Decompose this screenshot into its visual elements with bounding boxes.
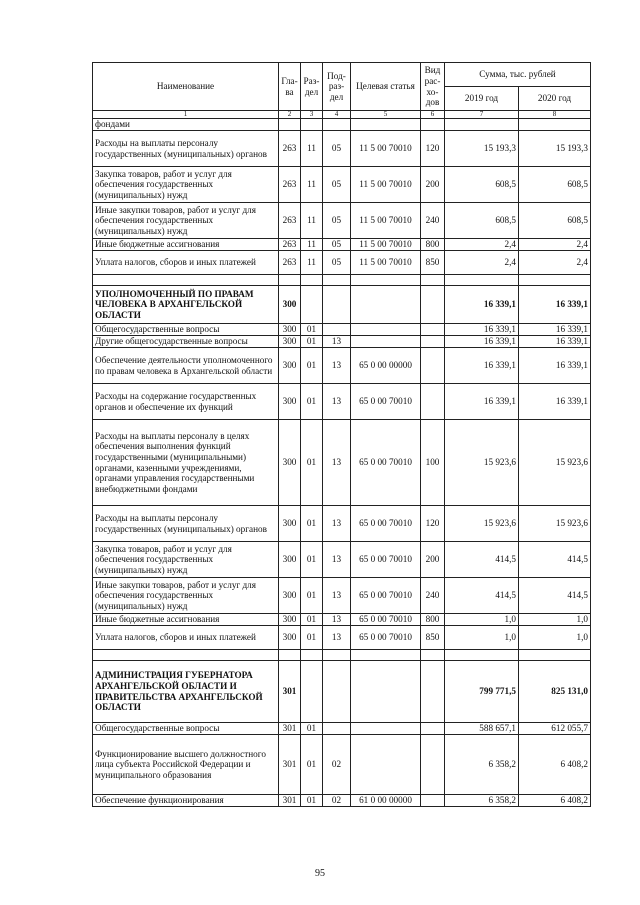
- row-target-article: [351, 723, 421, 735]
- row-expense-type: [421, 723, 445, 735]
- row-section: [301, 119, 323, 131]
- row-sum-2019: 1,0: [445, 614, 519, 626]
- table-row: [93, 348, 591, 384]
- row-chapter: 300: [279, 384, 301, 420]
- row-sum-2020: 15 923,6: [519, 506, 591, 542]
- row-sum-2019: [445, 650, 519, 661]
- row-target-article: 11 5 00 70010: [351, 131, 421, 167]
- row-sum-2020: 414,5: [519, 542, 591, 578]
- row-sum-2019: 15 923,6: [445, 506, 519, 542]
- table-row: [93, 239, 591, 251]
- row-target-article: [351, 286, 421, 324]
- row-chapter: 300: [279, 506, 301, 542]
- table-row: [93, 131, 591, 167]
- row-subsection: 13: [323, 578, 351, 614]
- row-target-article: 65 0 00 70010: [351, 420, 421, 506]
- row-section: [301, 650, 323, 661]
- page-number: 95: [315, 868, 325, 879]
- row-subsection: 05: [323, 131, 351, 167]
- table-row: [93, 167, 591, 203]
- row-subsection: 05: [323, 167, 351, 203]
- row-chapter: 263: [279, 167, 301, 203]
- row-name: Иные закупки товаров, работ и услуг для обеспечения государственных (муниципальных) нужд: [93, 203, 279, 239]
- row-section: 01: [301, 324, 323, 336]
- table-row: [93, 506, 591, 542]
- row-sum-2019: 16 339,1: [445, 348, 519, 384]
- row-name: [93, 650, 279, 661]
- row-section: 11: [301, 131, 323, 167]
- table-row: [93, 795, 591, 807]
- row-expense-type: 850: [421, 251, 445, 275]
- row-target-article: 65 0 00 00000: [351, 348, 421, 384]
- row-expense-type: 200: [421, 167, 445, 203]
- row-sum-2019: 414,5: [445, 542, 519, 578]
- row-target-article: [351, 324, 421, 336]
- column-number: 1: [93, 111, 279, 119]
- row-sum-2019: [445, 275, 519, 286]
- row-sum-2020: 16 339,1: [519, 348, 591, 384]
- row-name: Закупка товаров, работ и услуг для обеспечения государственных (муниципальных) нужд: [93, 542, 279, 578]
- row-sum-2020: 612 055,7: [519, 723, 591, 735]
- row-name: Уплата налогов, сборов и иных платежей: [93, 626, 279, 650]
- row-sum-2020: [519, 119, 591, 131]
- row-sum-2020: [519, 650, 591, 661]
- row-name: Расходы на выплаты персоналу государственных (муниципальных) органов: [93, 131, 279, 167]
- row-sum-2020: 825 131,0: [519, 661, 591, 723]
- row-section: [301, 275, 323, 286]
- row-name: АДМИНИСТРАЦИЯ ГУБЕРНАТОРА АРХАНГЕЛЬСКОЙ ОБЛАСТИ И ПРАВИТЕЛЬСТВА АРХАНГЕЛЬСКОЙ ОБЛАСТИ: [93, 661, 279, 723]
- row-subsection: 13: [323, 614, 351, 626]
- row-name: Обеспечение деятельности уполномоченного по правам человека в Архангельской области: [93, 348, 279, 384]
- row-subsection: [323, 275, 351, 286]
- row-expense-type: 120: [421, 131, 445, 167]
- row-chapter: [279, 275, 301, 286]
- row-subsection: 02: [323, 735, 351, 795]
- row-sum-2020: 16 339,1: [519, 324, 591, 336]
- row-section: 11: [301, 167, 323, 203]
- row-section: 11: [301, 251, 323, 275]
- table-row: [93, 626, 591, 650]
- row-target-article: [351, 661, 421, 723]
- row-sum-2020: 6 408,2: [519, 795, 591, 807]
- row-sum-2020: 16 339,1: [519, 286, 591, 324]
- row-sum-2020: [519, 275, 591, 286]
- table-row: [93, 286, 591, 324]
- row-section: 11: [301, 239, 323, 251]
- row-chapter: 301: [279, 735, 301, 795]
- column-number: 6: [421, 111, 445, 119]
- column-number: 5: [351, 111, 421, 119]
- row-target-article: [351, 650, 421, 661]
- row-target-article: 65 0 00 70010: [351, 384, 421, 420]
- row-name: Расходы на выплаты персоналу в целях обеспечения выполнения функций государственными (муниципальными) органами, казенными учреждениями, органами управления государственными внебюджетными фондами: [93, 420, 279, 506]
- row-chapter: 301: [279, 661, 301, 723]
- row-sum-2019: 16 339,1: [445, 286, 519, 324]
- row-chapter: 263: [279, 239, 301, 251]
- row-chapter: 300: [279, 420, 301, 506]
- row-chapter: 300: [279, 542, 301, 578]
- row-sum-2020: 414,5: [519, 578, 591, 614]
- row-name: Другие общегосударственные вопросы: [93, 336, 279, 348]
- table-spacer-row: [93, 275, 591, 286]
- table-row: [93, 542, 591, 578]
- row-subsection: [323, 324, 351, 336]
- row-target-article: 11 5 00 70010: [351, 239, 421, 251]
- row-target-article: 65 0 00 70010: [351, 506, 421, 542]
- row-name: Общегосударственные вопросы: [93, 324, 279, 336]
- row-sum-2019: 588 657,1: [445, 723, 519, 735]
- row-section: [301, 286, 323, 324]
- row-section: 01: [301, 795, 323, 807]
- row-chapter: 300: [279, 348, 301, 384]
- table-row: [93, 578, 591, 614]
- row-section: 11: [301, 203, 323, 239]
- row-chapter: 263: [279, 131, 301, 167]
- table-row: [93, 384, 591, 420]
- column-number: 2: [279, 111, 301, 119]
- row-expense-type: [421, 384, 445, 420]
- row-expense-type: [421, 650, 445, 661]
- row-chapter: 300: [279, 336, 301, 348]
- column-number: 4: [323, 111, 351, 119]
- table-row: [93, 119, 591, 131]
- table-row: [93, 324, 591, 336]
- row-sum-2019: 1,0: [445, 626, 519, 650]
- budget-table: [92, 62, 591, 807]
- row-name: фондами: [93, 119, 279, 131]
- row-sum-2020: 1,0: [519, 614, 591, 626]
- table-row: [93, 614, 591, 626]
- row-target-article: 11 5 00 70010: [351, 203, 421, 239]
- row-section: 01: [301, 420, 323, 506]
- row-expense-type: 800: [421, 614, 445, 626]
- row-name: Уплата налогов, сборов и иных платежей: [93, 251, 279, 275]
- header-name: Наименование: [93, 63, 279, 111]
- row-sum-2019: 6 358,2: [445, 735, 519, 795]
- row-expense-type: 800: [421, 239, 445, 251]
- row-target-article: 61 0 00 00000: [351, 795, 421, 807]
- table-row: [93, 723, 591, 735]
- row-sum-2019: 15 193,3: [445, 131, 519, 167]
- row-sum-2020: 1,0: [519, 626, 591, 650]
- row-subsection: 02: [323, 795, 351, 807]
- row-sum-2019: 608,5: [445, 203, 519, 239]
- row-sum-2019: 16 339,1: [445, 324, 519, 336]
- table-row: [93, 203, 591, 239]
- row-name: Закупка товаров, работ и услуг для обеспечения государственных (муниципальных) нужд: [93, 167, 279, 203]
- header-chapter: Гла-ва: [279, 63, 301, 111]
- row-sum-2019: 2,4: [445, 251, 519, 275]
- row-expense-type: [421, 661, 445, 723]
- row-subsection: 13: [323, 506, 351, 542]
- row-sum-2019: 6 358,2: [445, 795, 519, 807]
- row-sum-2019: 608,5: [445, 167, 519, 203]
- column-number: 3: [301, 111, 323, 119]
- row-sum-2020: 16 339,1: [519, 336, 591, 348]
- header-sum-title: Сумма, тыс. рублей: [445, 63, 591, 87]
- row-subsection: 13: [323, 348, 351, 384]
- row-sum-2019: 16 339,1: [445, 384, 519, 420]
- row-expense-type: [421, 795, 445, 807]
- table-spacer-row: [93, 650, 591, 661]
- row-name: Иные закупки товаров, работ и услуг для обеспечения государственных (муниципальных) нужд: [93, 578, 279, 614]
- row-section: 01: [301, 348, 323, 384]
- row-subsection: [323, 119, 351, 131]
- row-target-article: 65 0 00 70010: [351, 578, 421, 614]
- table-row: [93, 420, 591, 506]
- row-subsection: [323, 650, 351, 661]
- header-year-2019: 2019 год: [445, 87, 519, 111]
- row-chapter: 300: [279, 324, 301, 336]
- row-expense-type: 240: [421, 203, 445, 239]
- row-subsection: [323, 661, 351, 723]
- row-name: Расходы на содержание государственных органов и обеспечение их функций: [93, 384, 279, 420]
- header-expense-type: Вид рас-хо-дов: [421, 63, 445, 111]
- row-sum-2019: 414,5: [445, 578, 519, 614]
- header-year-2020: 2020 год: [519, 87, 591, 111]
- row-name: Иные бюджетные ассигнования: [93, 239, 279, 251]
- row-expense-type: [421, 735, 445, 795]
- row-section: 01: [301, 735, 323, 795]
- row-chapter: [279, 650, 301, 661]
- row-section: 01: [301, 626, 323, 650]
- row-name: [93, 275, 279, 286]
- header-target-article: Целевая статья: [351, 63, 421, 111]
- row-target-article: 65 0 00 70010: [351, 542, 421, 578]
- row-name: Иные бюджетные ассигнования: [93, 614, 279, 626]
- row-target-article: [351, 735, 421, 795]
- row-target-article: 11 5 00 70010: [351, 167, 421, 203]
- row-subsection: 13: [323, 542, 351, 578]
- row-subsection: 05: [323, 203, 351, 239]
- table-row: [93, 251, 591, 275]
- table-row: [93, 336, 591, 348]
- row-chapter: 300: [279, 626, 301, 650]
- row-sum-2020: 15 193,3: [519, 131, 591, 167]
- row-section: 01: [301, 614, 323, 626]
- row-section: 01: [301, 578, 323, 614]
- row-chapter: 300: [279, 578, 301, 614]
- row-subsection: 13: [323, 384, 351, 420]
- row-name: Функционирование высшего должностного лица субъекта Российской Федерации и муниципального образования: [93, 735, 279, 795]
- row-sum-2019: [445, 119, 519, 131]
- row-chapter: 300: [279, 286, 301, 324]
- row-sum-2020: 2,4: [519, 239, 591, 251]
- row-target-article: 65 0 00 70010: [351, 626, 421, 650]
- row-subsection: 05: [323, 239, 351, 251]
- row-subsection: 13: [323, 626, 351, 650]
- row-expense-type: [421, 286, 445, 324]
- row-sum-2019: 799 771,5: [445, 661, 519, 723]
- row-sum-2020: 608,5: [519, 203, 591, 239]
- table-row: [93, 735, 591, 795]
- row-chapter: 263: [279, 203, 301, 239]
- row-expense-type: [421, 336, 445, 348]
- row-subsection: 13: [323, 336, 351, 348]
- row-sum-2020: 16 339,1: [519, 384, 591, 420]
- row-subsection: [323, 286, 351, 324]
- row-name: УПОЛНОМОЧЕННЫЙ ПО ПРАВАМ ЧЕЛОВЕКА В АРХАНГЕЛЬСКОЙ ОБЛАСТИ: [93, 286, 279, 324]
- row-chapter: [279, 119, 301, 131]
- row-expense-type: [421, 324, 445, 336]
- row-subsection: [323, 723, 351, 735]
- table-row: [93, 661, 591, 723]
- row-expense-type: 120: [421, 506, 445, 542]
- header-subsection: Под-раз-дел: [323, 63, 351, 111]
- row-section: [301, 661, 323, 723]
- row-section: 01: [301, 723, 323, 735]
- row-subsection: 05: [323, 251, 351, 275]
- row-sum-2019: 2,4: [445, 239, 519, 251]
- row-name: Обеспечение функционирования: [93, 795, 279, 807]
- column-number: 8: [519, 111, 591, 119]
- row-expense-type: [421, 275, 445, 286]
- row-section: 01: [301, 336, 323, 348]
- row-chapter: 263: [279, 251, 301, 275]
- row-subsection: 13: [323, 420, 351, 506]
- row-sum-2019: 16 339,1: [445, 336, 519, 348]
- row-sum-2020: 608,5: [519, 167, 591, 203]
- row-target-article: 11 5 00 70010: [351, 251, 421, 275]
- row-section: 01: [301, 384, 323, 420]
- row-sum-2020: 15 923,6: [519, 420, 591, 506]
- row-sum-2020: 6 408,2: [519, 735, 591, 795]
- row-target-article: [351, 275, 421, 286]
- row-expense-type: 200: [421, 542, 445, 578]
- row-target-article: 65 0 00 70010: [351, 614, 421, 626]
- row-chapter: 300: [279, 614, 301, 626]
- header-section: Раз-дел: [301, 63, 323, 111]
- table-body: [93, 119, 591, 807]
- row-sum-2019: 15 923,6: [445, 420, 519, 506]
- row-expense-type: [421, 119, 445, 131]
- row-name: Расходы на выплаты персоналу государственных (муниципальных) органов: [93, 506, 279, 542]
- row-section: 01: [301, 542, 323, 578]
- row-expense-type: 240: [421, 578, 445, 614]
- row-expense-type: [421, 348, 445, 384]
- row-target-article: [351, 119, 421, 131]
- row-section: 01: [301, 506, 323, 542]
- row-target-article: [351, 336, 421, 348]
- row-expense-type: 100: [421, 420, 445, 506]
- column-number: 7: [445, 111, 519, 119]
- row-chapter: 301: [279, 723, 301, 735]
- row-chapter: 301: [279, 795, 301, 807]
- row-name: Общегосударственные вопросы: [93, 723, 279, 735]
- row-expense-type: 850: [421, 626, 445, 650]
- row-sum-2020: 2,4: [519, 251, 591, 275]
